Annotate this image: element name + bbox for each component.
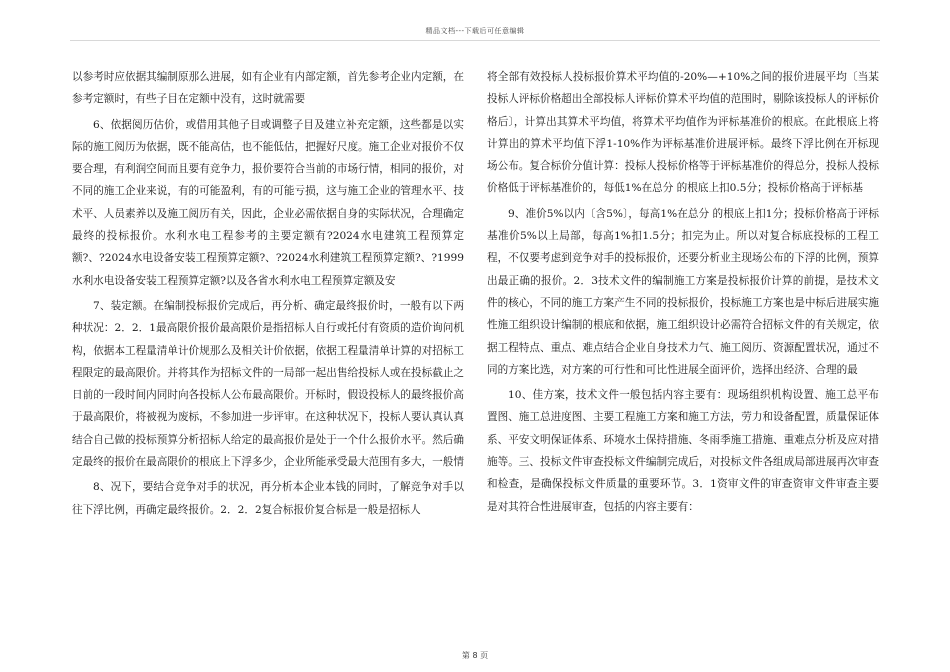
- paragraph-6: 6、依据阅历估价，或借用其他子目或调整子目及建立补充定额，这些都是以实际的施工阅历为依据，既不能高估，也不能低估，把握好尺度。施工企业对报价不仅要合理，有利润空间而且要有竞争力，报价要符合当前的市场行情，相同的报价，对不同的施工企业来说，有的可能盈利，有的可能亏损，这与施工企业的管理水平、技术平、人员素养以及施工阅历有关，因此，企业必需依据自身的实际状况，合理确定最终的投标报价。水利水电工程参考的主要定额有?2024水电建筑工程预算定额?、?2024水电设备安装工程预算定额?、?2024水利建筑工程预算定额?、?1999水利水电设备安装工程预算定额?以及各省水利水电工程预算定额及安: [72, 118, 464, 287]
- left-column: [72, 66, 464, 524]
- page-number: 第 8 页: [461, 651, 489, 660]
- paragraph-10: 10、佳方案，技术文件一般包括内容主要有：现场组织机构设置、施工总平布置图、施工总进度图、主要工程施工方案和施工方法，劳力和设备配置，质量保证体系、平安文明保证体系、环境水土保持措施、冬雨季施工措施、重难点分析及应对措施等。三、投标文件审查投标文件编制完成后，对投标文件各组成局部进展再次审查和检查，是确保投标文件质量的重要环节。3．1资审文件的审查资审文件审查主要是对其符合性进展审查，包括的内容主要有：: [487, 389, 879, 513]
- page-header: 精品文档---下载后可任意编辑: [425, 27, 525, 35]
- paragraph-7: 7、装定额。在编制投标报价完成后，再分析、确定最终报价时，一般有以下两种状况：2．2．1最高限价报价最高限价是指招标人自行或托付有资质的造价询问机构，依据本工程量清单计价规那么及相关计价依据，依据工程量清单计算的对招标工程限定的最高限价。并将其作为招标文件的一局部一起出售给投标人或在投标截止之日前的一段时间内同时向各投标人公布最高限价。开标时，假设投标人的最终报价高于最高限价，将被视为废标，不参加进一步评审。在这种状况下，投标人要认真认真结合自己做的投标预算分析招标人给定的最高报价是处于一个什么报价水平。然后确定最终的报价在最高限价的根底上下浮多少，企业所能承受最大范围有多大，一般情: [72, 299, 464, 469]
- paragraph-9: 9、准价5%以内〔含5%〕，每高1%在总分 的根底上扣1分；投标价格高于评标基准价5%以上局部，每高1%扣1.5分；扣完为止。所以对复合标底投标的工程工程，不仅要考虑到竞争对手的投标报价，还要分析业主现场公布的下浮的比例，预算出最正确的报价。2．3技术文件的编制施工方案是投标报价计算的前提，是技术文件的核心，不同的施工方案产生不同的投标报价，投标施工方案也是中标后进展实施性施工组织设计编制的根底和依据，施工组织设计必需符合招标文件的有关规定，依据工程特点、重点、难点结合企业自身技术力气、施工阅历、资源配置状况，通过不同的方案比选，对方案的可行性和可比性进展全面评价，选择出经济、合理的最: [487, 207, 879, 376]
- paragraph-continuation-right: 将全部有效投标人投标报价算术平均值的-20%—+10%之间的报价进展平均〔当某投标人评标价格超出全部投标人评标价算术平均值的范围时，剔除该投标人的评标价格后〕，计算出其算术平均值，将算术平均值作为评标基准价的根底。在此根底上将计算出的算术平均值下浮1-10%作为评标基准价进展评标。最终下浮比例在开标现场公布。复合标价分值计算：投标人投标价格等于评标基准价的得总分，投标人投标价格低于评标基准价的，每低1%在总分 的根底上扣0.5分；投标价格高于评标基: [487, 71, 879, 195]
- paragraph-continuation: 以参考时应依据其编制原那么进展，如有企业有内部定额，首先参考企业内定额，在参考定额时，有些子目在定额中没有，这时就需要: [72, 71, 464, 106]
- header-divider: [70, 40, 880, 41]
- right-column: [487, 66, 879, 521]
- paragraph-8: 8、况下，要结合竞争对手的状况，再分析本企业本钱的同时，了解竞争对手以往下浮比例，再确定最终报价。2．2．2复合标报价复合标是一般是招标人: [72, 481, 464, 516]
